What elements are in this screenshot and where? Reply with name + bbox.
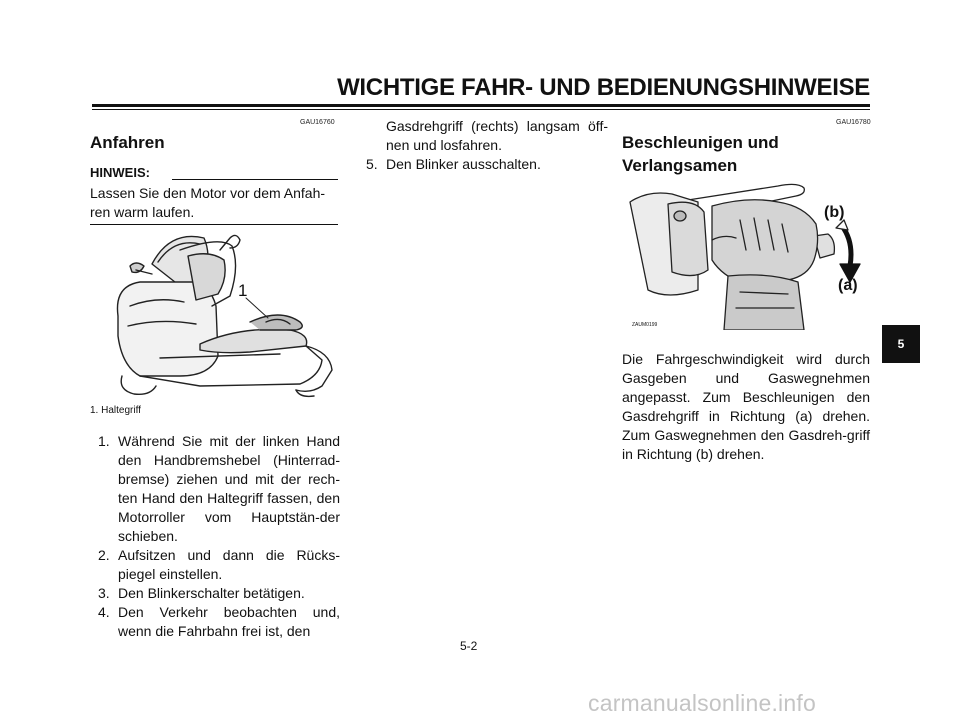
- header-rule-thin: [92, 109, 870, 110]
- label-direction-a: (a): [838, 277, 858, 294]
- page-header-title: WICHTIGE FAHR- UND BEDIENUNGSHINWEISE: [337, 74, 870, 101]
- label-direction-b: (b): [824, 204, 845, 221]
- step-4-continuation: Gasdrehgriff (rechts) langsam öff-nen und losfahren.: [386, 118, 608, 153]
- section-code-2: GAU16780: [836, 119, 871, 126]
- figure-callout-1: 1: [238, 281, 248, 300]
- note-text: Lassen Sie den Motor vor dem Anfah-ren warm laufen.: [90, 185, 326, 220]
- figure-caption: 1. Haltegriff: [90, 405, 141, 416]
- note-label: HINWEIS:: [90, 165, 150, 180]
- scooter-illustration: [100, 226, 340, 398]
- header-rule: [92, 104, 870, 107]
- chapter-tab: 5: [882, 325, 920, 363]
- watermark: carmanualsonline.info: [588, 690, 816, 716]
- section-title-beschleunigen: Beschleunigen und Verlangsamen: [622, 133, 779, 175]
- note-rule-bottom: [90, 224, 338, 225]
- list-item: 1. Während Sie mit der linken Hand den Handbremshebel (Hinterrad-bremse) ziehen und mit der rech-ten Hand den Haltegriff fassen, den Motorroller vom Hauptstän-der schieben.: [98, 433, 340, 544]
- throttle-illustration: [628, 180, 868, 330]
- image-code: ZAUM0199: [632, 322, 658, 328]
- list-item: 3. Den Blinkerschalter betätigen.: [98, 585, 305, 601]
- step-5-number: 5.: [366, 156, 378, 172]
- section-title-anfahren: Anfahren: [90, 133, 165, 152]
- list-item: 2. Aufsitzen und dann die Rücks-piegel einstellen.: [98, 547, 340, 582]
- step-5-text: Den Blinker ausschalten.: [386, 156, 541, 172]
- note-rule-top: [172, 179, 338, 180]
- section-code: GAU16760: [300, 119, 335, 126]
- page-number: 5-2: [460, 639, 478, 653]
- acceleration-paragraph: Die Fahrgeschwindigkeit wird durch Gasgeben und Gaswegnehmen angepasst. Zum Beschleunigen den Gasdrehgriff in Richtung (a) drehen. Zum Gaswegnehmen den Gasdreh-griff in Richtung (b) drehen.: [622, 351, 870, 462]
- list-item: 4. Den Verkehr beobachten und, wenn die Fahrbahn frei ist, den: [98, 604, 340, 639]
- steps-list: [90, 432, 340, 641]
